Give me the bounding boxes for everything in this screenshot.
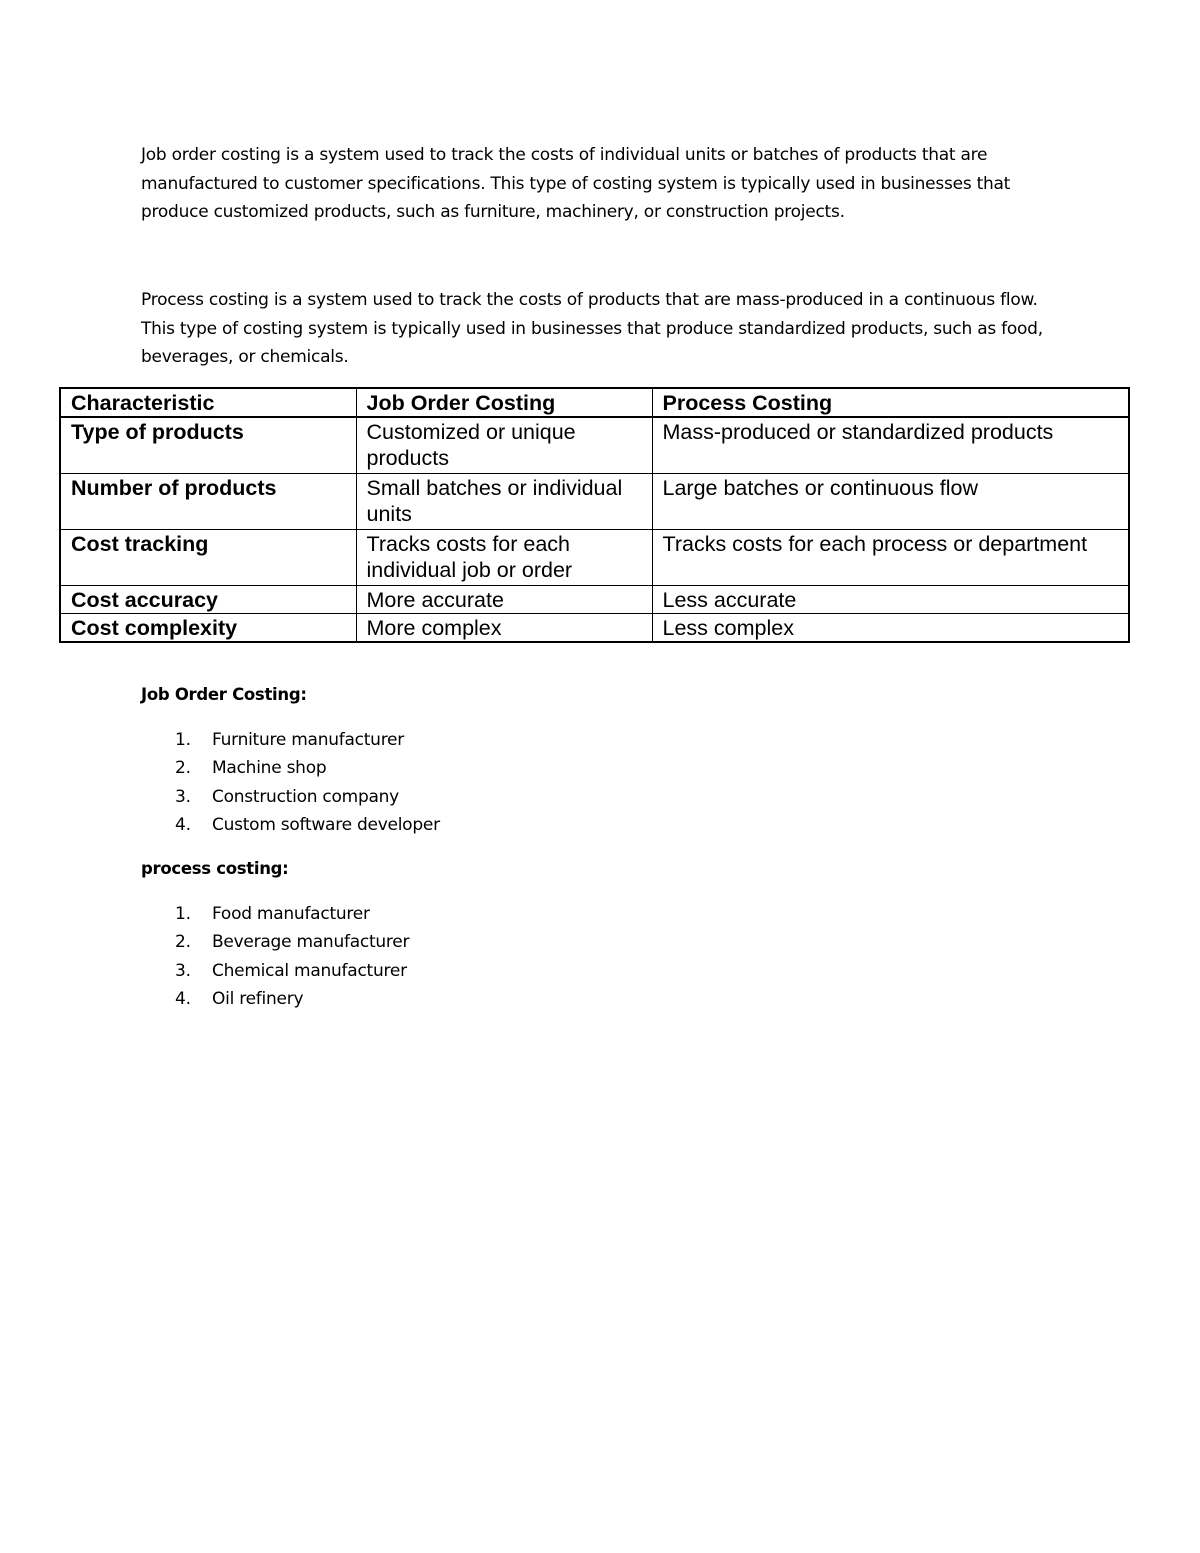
list-item xyxy=(141,754,440,782)
list-item-text: Furniture manufacturer xyxy=(212,730,405,750)
job-order-cell: Tracks costs for each individual job or order xyxy=(356,530,652,586)
list-number: 1. xyxy=(175,730,191,750)
list-number: 2. xyxy=(175,758,191,779)
list-item-text: Machine shop xyxy=(212,758,327,779)
row-label: Cost accuracy xyxy=(60,586,356,614)
header-job-order-costing: Job Order Costing xyxy=(356,388,652,417)
list-item xyxy=(141,811,440,839)
process-examples-title: process costing: xyxy=(141,859,289,878)
comparison-table xyxy=(59,387,1130,643)
table-row xyxy=(60,586,1129,614)
process-costing-paragraph: Process costing is a system used to track the costs of products that are mass-produced in a continuous flow. This type of costing system is typically used in businesses that produce standardized products, such as food, beverages, or chemicals. xyxy=(141,290,1043,367)
table-row xyxy=(60,474,1129,530)
list-item-text: Custom software developer xyxy=(212,814,440,835)
list-item-text: Oil refinery xyxy=(212,988,304,1009)
table-row xyxy=(60,530,1129,586)
header-process-costing: Process Costing xyxy=(652,388,1129,417)
process-cell: Large batches or continuous flow xyxy=(652,474,1129,530)
process-cell: Tracks costs for each process or department xyxy=(652,530,1129,586)
list-number: 3. xyxy=(175,786,191,807)
table-header-row xyxy=(60,388,1129,417)
list-number: 3. xyxy=(175,960,191,981)
process-cell: Mass-produced or standardized products xyxy=(652,417,1129,474)
list-item-text: Construction company xyxy=(212,786,399,807)
row-label: Number of products xyxy=(60,474,356,530)
list-item-text: Beverage manufacturer xyxy=(212,932,410,953)
list-item-text: Food manufacturer xyxy=(212,904,370,924)
list-number: 4. xyxy=(175,988,191,1009)
list-item xyxy=(141,783,440,811)
list-number: 1. xyxy=(175,904,191,924)
job-order-cell: Customized or unique products xyxy=(356,417,652,474)
process-examples-list xyxy=(141,900,409,1013)
list-item xyxy=(141,900,409,928)
list-number: 2. xyxy=(175,932,191,953)
row-label: Type of products xyxy=(60,417,356,474)
row-label: Cost tracking xyxy=(60,530,356,586)
list-item xyxy=(141,985,409,1013)
header-characteristic: Characteristic xyxy=(60,388,356,417)
row-label: Cost complexity xyxy=(60,614,356,643)
job-order-cell: Small batches or individual units xyxy=(356,474,652,530)
job-order-costing-paragraph: Job order costing is a system used to track the costs of individual units or batches of products that are manufactured to customer specifications. This type of costing system is typically used in businesses that produce customized products, such as furniture, machinery, or construction projects. xyxy=(141,145,1011,222)
job-order-examples-title: Job Order Costing: xyxy=(141,685,307,704)
job-order-cell: More accurate xyxy=(356,586,652,614)
list-item xyxy=(141,957,409,985)
table-row xyxy=(60,417,1129,474)
table-row xyxy=(60,614,1129,643)
process-cell: Less complex xyxy=(652,614,1129,643)
list-item xyxy=(141,726,440,754)
job-order-examples-list xyxy=(141,726,440,839)
list-item xyxy=(141,928,409,956)
job-order-cell: More complex xyxy=(356,614,652,643)
list-item-text: Chemical manufacturer xyxy=(212,960,407,981)
list-number: 4. xyxy=(175,814,191,835)
process-cell: Less accurate xyxy=(652,586,1129,614)
